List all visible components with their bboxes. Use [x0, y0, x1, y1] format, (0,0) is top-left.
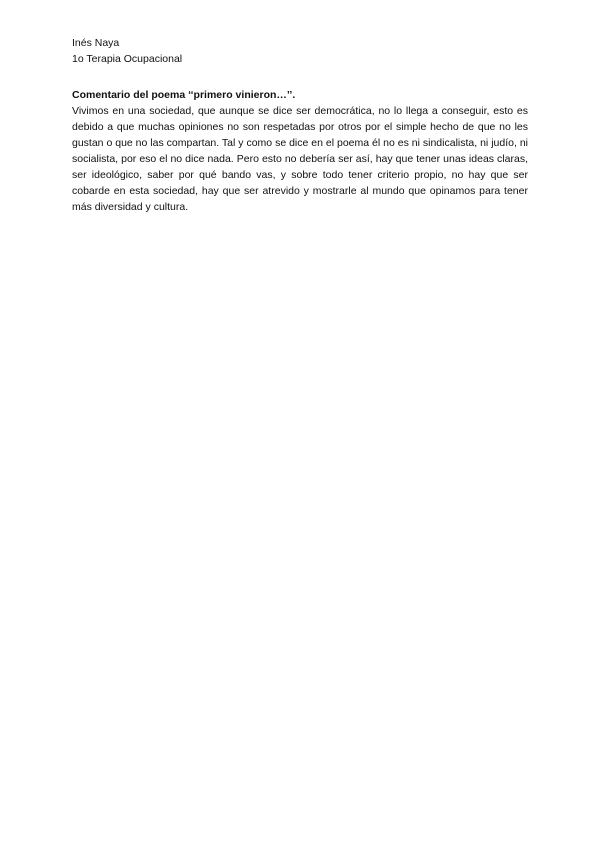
- document-content: [72, 87, 528, 215]
- document-title: Comentario del poema ‘‘primero vinieron…’’.: [72, 89, 296, 101]
- document-body: Vivimos en una sociedad, que aunque se dice ser democrática, no lo llega a conseguir, esto es debido a que muchas opiniones no son respetadas por otros por el simple hecho de que no les gustan o que no las compartan. Tal y como se dice en el poema él no es ni sindicalista, ni judío, ni socialista, por eso el no dice nada. Pero esto no debería ser así, hay que tener unas ideas claras, ser ideológico, saber por qué bando vas, y sobre todo tener criterio propio, no hay que ser cobarde en esta sociedad, hay que ser atrevido y mostrarle al mundo que opinamos para tener más diversidad y cultura.: [72, 105, 528, 213]
- document-header: [72, 35, 182, 67]
- author-name: Inés Naya: [72, 37, 120, 49]
- course-name: 1o Terapia Ocupacional: [72, 53, 183, 65]
